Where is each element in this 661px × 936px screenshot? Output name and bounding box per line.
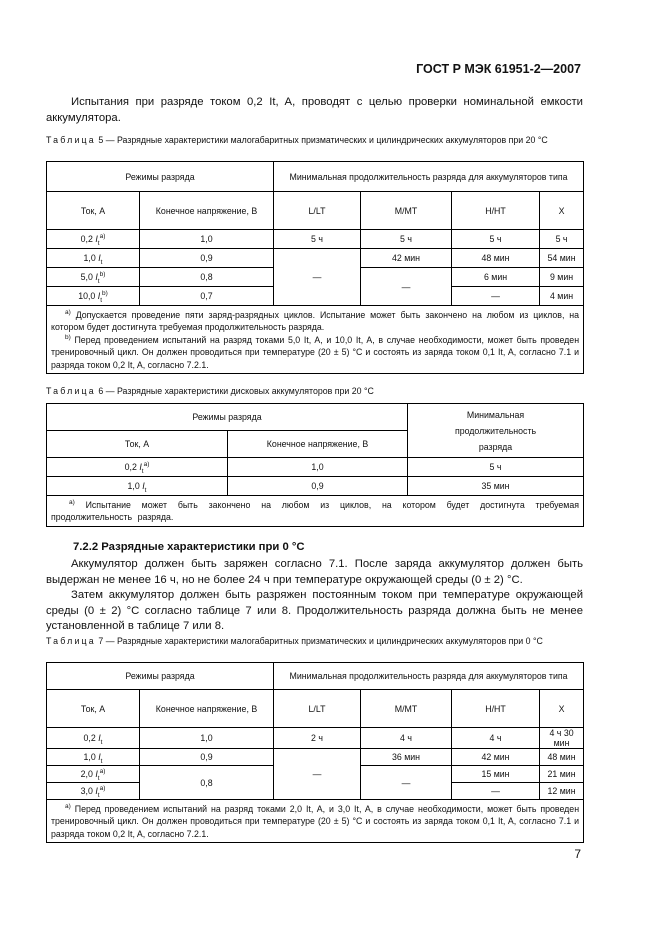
voltage-cell: 1,0 bbox=[228, 458, 408, 477]
duration-cell: 42 мин bbox=[452, 749, 540, 766]
table6-footnotes bbox=[47, 496, 584, 527]
current-cell: 0,2 $I_t^{a)}$ bbox=[47, 458, 228, 477]
table5-type-m: M/MT bbox=[361, 192, 452, 230]
footnote-a: $^{а)}$ Допускается проведение пяти заряд-разрядных циклов. Испытание может быть закончено на любом из циклов, на котором будет достигнута требуемая продолжительность разряда. bbox=[51, 309, 580, 333]
table5-footnotes bbox=[47, 306, 584, 374]
table6-min-header: Минимальная продолжительность разряда bbox=[408, 404, 584, 458]
document-header: ГОСТ Р МЭК 61951-2—2007 bbox=[416, 62, 581, 76]
table5-type-h: H/HT bbox=[452, 192, 540, 230]
voltage-cell: 0,9 bbox=[140, 749, 274, 766]
dash-cell: — bbox=[274, 749, 361, 800]
current-cell: 1,0 $I_t$ bbox=[47, 749, 140, 766]
current-cell: 1,0 $I_t$ bbox=[47, 249, 140, 268]
voltage-cell: 1,0 bbox=[140, 728, 274, 749]
current-cell: 5,0 $I_t^{b)}$ bbox=[47, 268, 140, 287]
intro-paragraph: Испытания при разряде током 0,2 It, A, проводят с целью проверки номинальной емкости аккумулятора. bbox=[46, 96, 583, 124]
duration-cell: 42 мин bbox=[361, 249, 452, 268]
table7-type-l: L/LT bbox=[274, 690, 361, 728]
duration-cell: 5 ч bbox=[274, 230, 361, 249]
table-row bbox=[47, 749, 584, 766]
duration-cell: 5 ч bbox=[408, 458, 584, 477]
duration-cell: 2 ч bbox=[274, 728, 361, 749]
duration-cell: 4 мин bbox=[540, 287, 584, 306]
table7-col-current: Ток, A bbox=[47, 690, 140, 728]
table6-modes-header: Режимы разряда bbox=[47, 404, 408, 431]
voltage-cell: 0,9 bbox=[140, 249, 274, 268]
table6 bbox=[46, 403, 584, 527]
current-cell: 2,0 $I_t^{a)}$ bbox=[47, 766, 140, 783]
table6-col-voltage: Конечное напряжение, В bbox=[228, 431, 408, 458]
table-row bbox=[47, 458, 584, 477]
current-cell: 0,2 $I_t^{a)}$ bbox=[47, 230, 140, 249]
duration-cell: 9 мин bbox=[540, 268, 584, 287]
current-cell: 3,0 $I_t^{a)}$ bbox=[47, 783, 140, 800]
table-row bbox=[47, 728, 584, 749]
current-cell: 0,2 $I_t$ bbox=[47, 728, 140, 749]
footnote-b: $^{b)}$ Перед проведением испытаний на разряд токами 5,0 It, A, и 10,0 It, A, в случае необходимости, может быть проведен тренировочный цикл. Он должен проводиться при температуре (20 ± 5) °C и состоять из заряда током 0,1 It, A, согласно 7.1 и разряда током 0,2 It, A, согласно 7.2.1. bbox=[51, 333, 580, 370]
voltage-cell: 0,7 bbox=[140, 287, 274, 306]
table6-col-current: Ток, A bbox=[47, 431, 228, 458]
table5-type-l: L/LT bbox=[274, 192, 361, 230]
duration-cell: 54 мин bbox=[540, 249, 584, 268]
section-paragraph-2: Затем аккумулятор должен быть разряжен постоянным током при температуре окружающей среды (0 ± 2) °C согласно таблице 7 или 8. Продолжительность разряда должна быть не менее установленной в таблице 7 или 8. bbox=[46, 589, 583, 632]
table-row bbox=[47, 477, 584, 496]
table7 bbox=[46, 662, 584, 843]
table7-caption: Таблица 7 — Разрядные характеристики малогабаритных призматических и цилиндрических аккумуляторов при 0 °C bbox=[46, 636, 543, 646]
table5-col-voltage: Конечное напряжение, В bbox=[140, 192, 274, 230]
dash-cell: — bbox=[274, 249, 361, 306]
footnote-a: $^{а)}$ Перед проведением испытаний на разряд токами 2,0 It, A, и 3,0 It, A, в случае необходимости, может быть проведен тренировочный цикл. Он должен проводиться при температуре (20 ± 5) °C и состоять из заряда током 0,1 It, A, согласно 7.1 и разряда током 0,2 It, A, согласно 7.2.1. bbox=[51, 803, 580, 839]
duration-cell: 4 ч bbox=[452, 728, 540, 749]
duration-cell: 5 ч bbox=[540, 230, 584, 249]
duration-cell: — bbox=[452, 783, 540, 800]
voltage-cell: 0,9 bbox=[228, 477, 408, 496]
duration-cell: 4 ч bbox=[361, 728, 452, 749]
voltage-cell: 0,8 bbox=[140, 766, 274, 800]
section-heading: 7.2.2 Разрядные характеристики при 0 °C bbox=[73, 541, 305, 553]
duration-cell: 4 ч 30 мин bbox=[540, 728, 584, 749]
duration-cell: — bbox=[452, 287, 540, 306]
table5-col-current: Ток, A bbox=[47, 192, 140, 230]
duration-cell: 5 ч bbox=[361, 230, 452, 249]
current-cell: 10,0 $I_t^{b)}$ bbox=[47, 287, 140, 306]
table-row bbox=[47, 230, 584, 249]
table7-col-voltage: Конечное напряжение, В bbox=[140, 690, 274, 728]
duration-cell: 15 мин bbox=[452, 766, 540, 783]
table5-type-x: X bbox=[540, 192, 584, 230]
duration-cell: 12 мин bbox=[540, 783, 584, 800]
table-row bbox=[47, 249, 584, 268]
duration-cell: 21 мин bbox=[540, 766, 584, 783]
duration-cell: 6 мин bbox=[452, 268, 540, 287]
table5 bbox=[46, 161, 584, 374]
duration-cell: 5 ч bbox=[452, 230, 540, 249]
voltage-cell: 0,8 bbox=[140, 268, 274, 287]
current-cell: 1,0 $I_t$ bbox=[47, 477, 228, 496]
table7-type-h: H/HT bbox=[452, 690, 540, 728]
table7-footnotes bbox=[47, 800, 584, 843]
table5-modes-header: Режимы разряда bbox=[47, 162, 274, 192]
table5-caption: Таблица 5 — Разрядные характеристики малогабаритных призматических и цилиндрических аккумуляторов при 20 °C bbox=[46, 135, 548, 145]
page-number: 7 bbox=[574, 847, 581, 861]
duration-cell: 35 мин bbox=[408, 477, 584, 496]
dash-cell: — bbox=[361, 766, 452, 800]
duration-cell: 36 мин bbox=[361, 749, 452, 766]
footnote-a: $^{а)}$ Испытание может быть закончено на любом из циклов, на котором будет достигнута требуемая продолжительность разряда. bbox=[51, 499, 580, 523]
table7-type-x: X bbox=[540, 690, 584, 728]
table5-min-header: Минимальная продолжительность разряда для аккумуляторов типа bbox=[274, 162, 584, 192]
table7-type-m: M/MT bbox=[361, 690, 452, 728]
table6-caption: Таблица 6 — Разрядные характеристики дисковых аккумуляторов при 20 °C bbox=[46, 386, 374, 396]
table7-modes-header: Режимы разряда bbox=[47, 663, 274, 690]
duration-cell: 48 мин bbox=[540, 749, 584, 766]
section-paragraph-1: Аккумулятор должен быть заряжен согласно 7.1. После заряда аккумулятор должен быть выдержан не менее 16 ч, но не более 24 ч при температуре окружающей среды (0 ± 2) °C. bbox=[46, 558, 583, 586]
voltage-cell: 1,0 bbox=[140, 230, 274, 249]
table7-min-header: Минимальная продолжительность разряда для аккумуляторов типа bbox=[274, 663, 584, 690]
duration-cell: 48 мин bbox=[452, 249, 540, 268]
dash-cell: — bbox=[361, 268, 452, 306]
